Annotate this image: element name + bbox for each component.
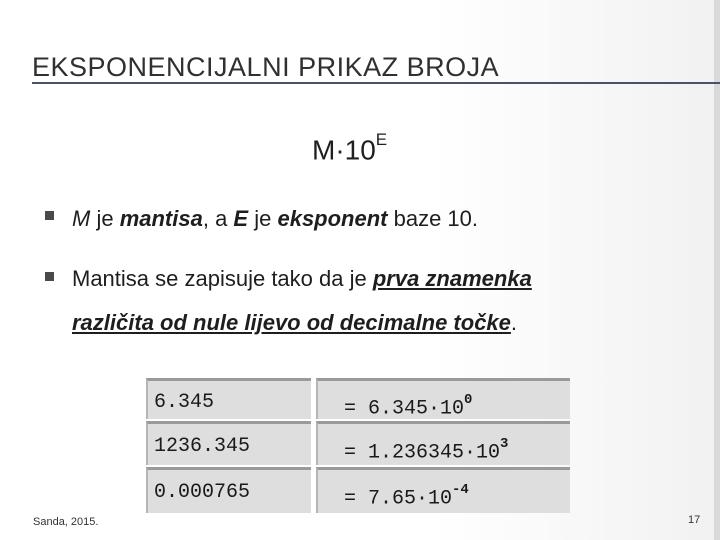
result-exponent: -4 bbox=[452, 482, 469, 498]
table-cell-result bbox=[316, 421, 570, 465]
bullet-square-icon bbox=[45, 272, 54, 281]
bullet-text: je bbox=[90, 206, 120, 231]
page-number: 17 bbox=[688, 514, 701, 526]
bullet-m: M bbox=[72, 206, 91, 231]
result-mantissa: = 1.236345·10 bbox=[344, 441, 501, 465]
result-mantissa: = 6.345·10 bbox=[344, 397, 465, 421]
table-cell-value: 0.000765 bbox=[146, 467, 311, 513]
title-underline bbox=[32, 82, 720, 84]
result-mantissa: = 7.65·10 bbox=[344, 487, 453, 511]
slide-edge bbox=[714, 0, 720, 540]
bullet-mantisa-term: mantisa bbox=[119, 206, 203, 231]
bullet-text: je bbox=[248, 206, 278, 231]
bullet-emphasis: različita od nule lijevo od decimalne točke bbox=[72, 310, 511, 335]
bullet-e: E bbox=[233, 206, 249, 231]
table-cell-result bbox=[316, 467, 570, 513]
bullet-square-icon bbox=[45, 211, 54, 220]
bullet-text: baze 10. bbox=[387, 206, 479, 231]
formula bbox=[312, 130, 388, 166]
bullet-emphasis: prva znamenka bbox=[372, 266, 532, 291]
bullet-text: Mantisa se zapisuje tako da je bbox=[72, 266, 373, 291]
formula-base: M·10 bbox=[312, 134, 376, 166]
bullet-mantisa bbox=[72, 206, 478, 232]
formula-exponent: E bbox=[375, 130, 388, 149]
result-exponent: 3 bbox=[500, 436, 509, 452]
table-cell-value: 1236.345 bbox=[146, 421, 311, 465]
table-cell-result bbox=[316, 378, 570, 419]
slide-title: EKSPONENCIJALNI PRIKAZ BROJA bbox=[32, 52, 500, 82]
bullet-rule bbox=[72, 266, 532, 292]
footer-author: Sanda, 2015. bbox=[33, 516, 99, 528]
bullet-text: , a bbox=[202, 206, 234, 231]
result-exponent: 0 bbox=[464, 392, 473, 408]
bullet-text: . bbox=[510, 310, 518, 335]
bullet-eksponent-term: eksponent bbox=[277, 206, 388, 231]
bullet-rule-continued bbox=[72, 310, 517, 336]
table-cell-value: 6.345 bbox=[146, 378, 311, 419]
